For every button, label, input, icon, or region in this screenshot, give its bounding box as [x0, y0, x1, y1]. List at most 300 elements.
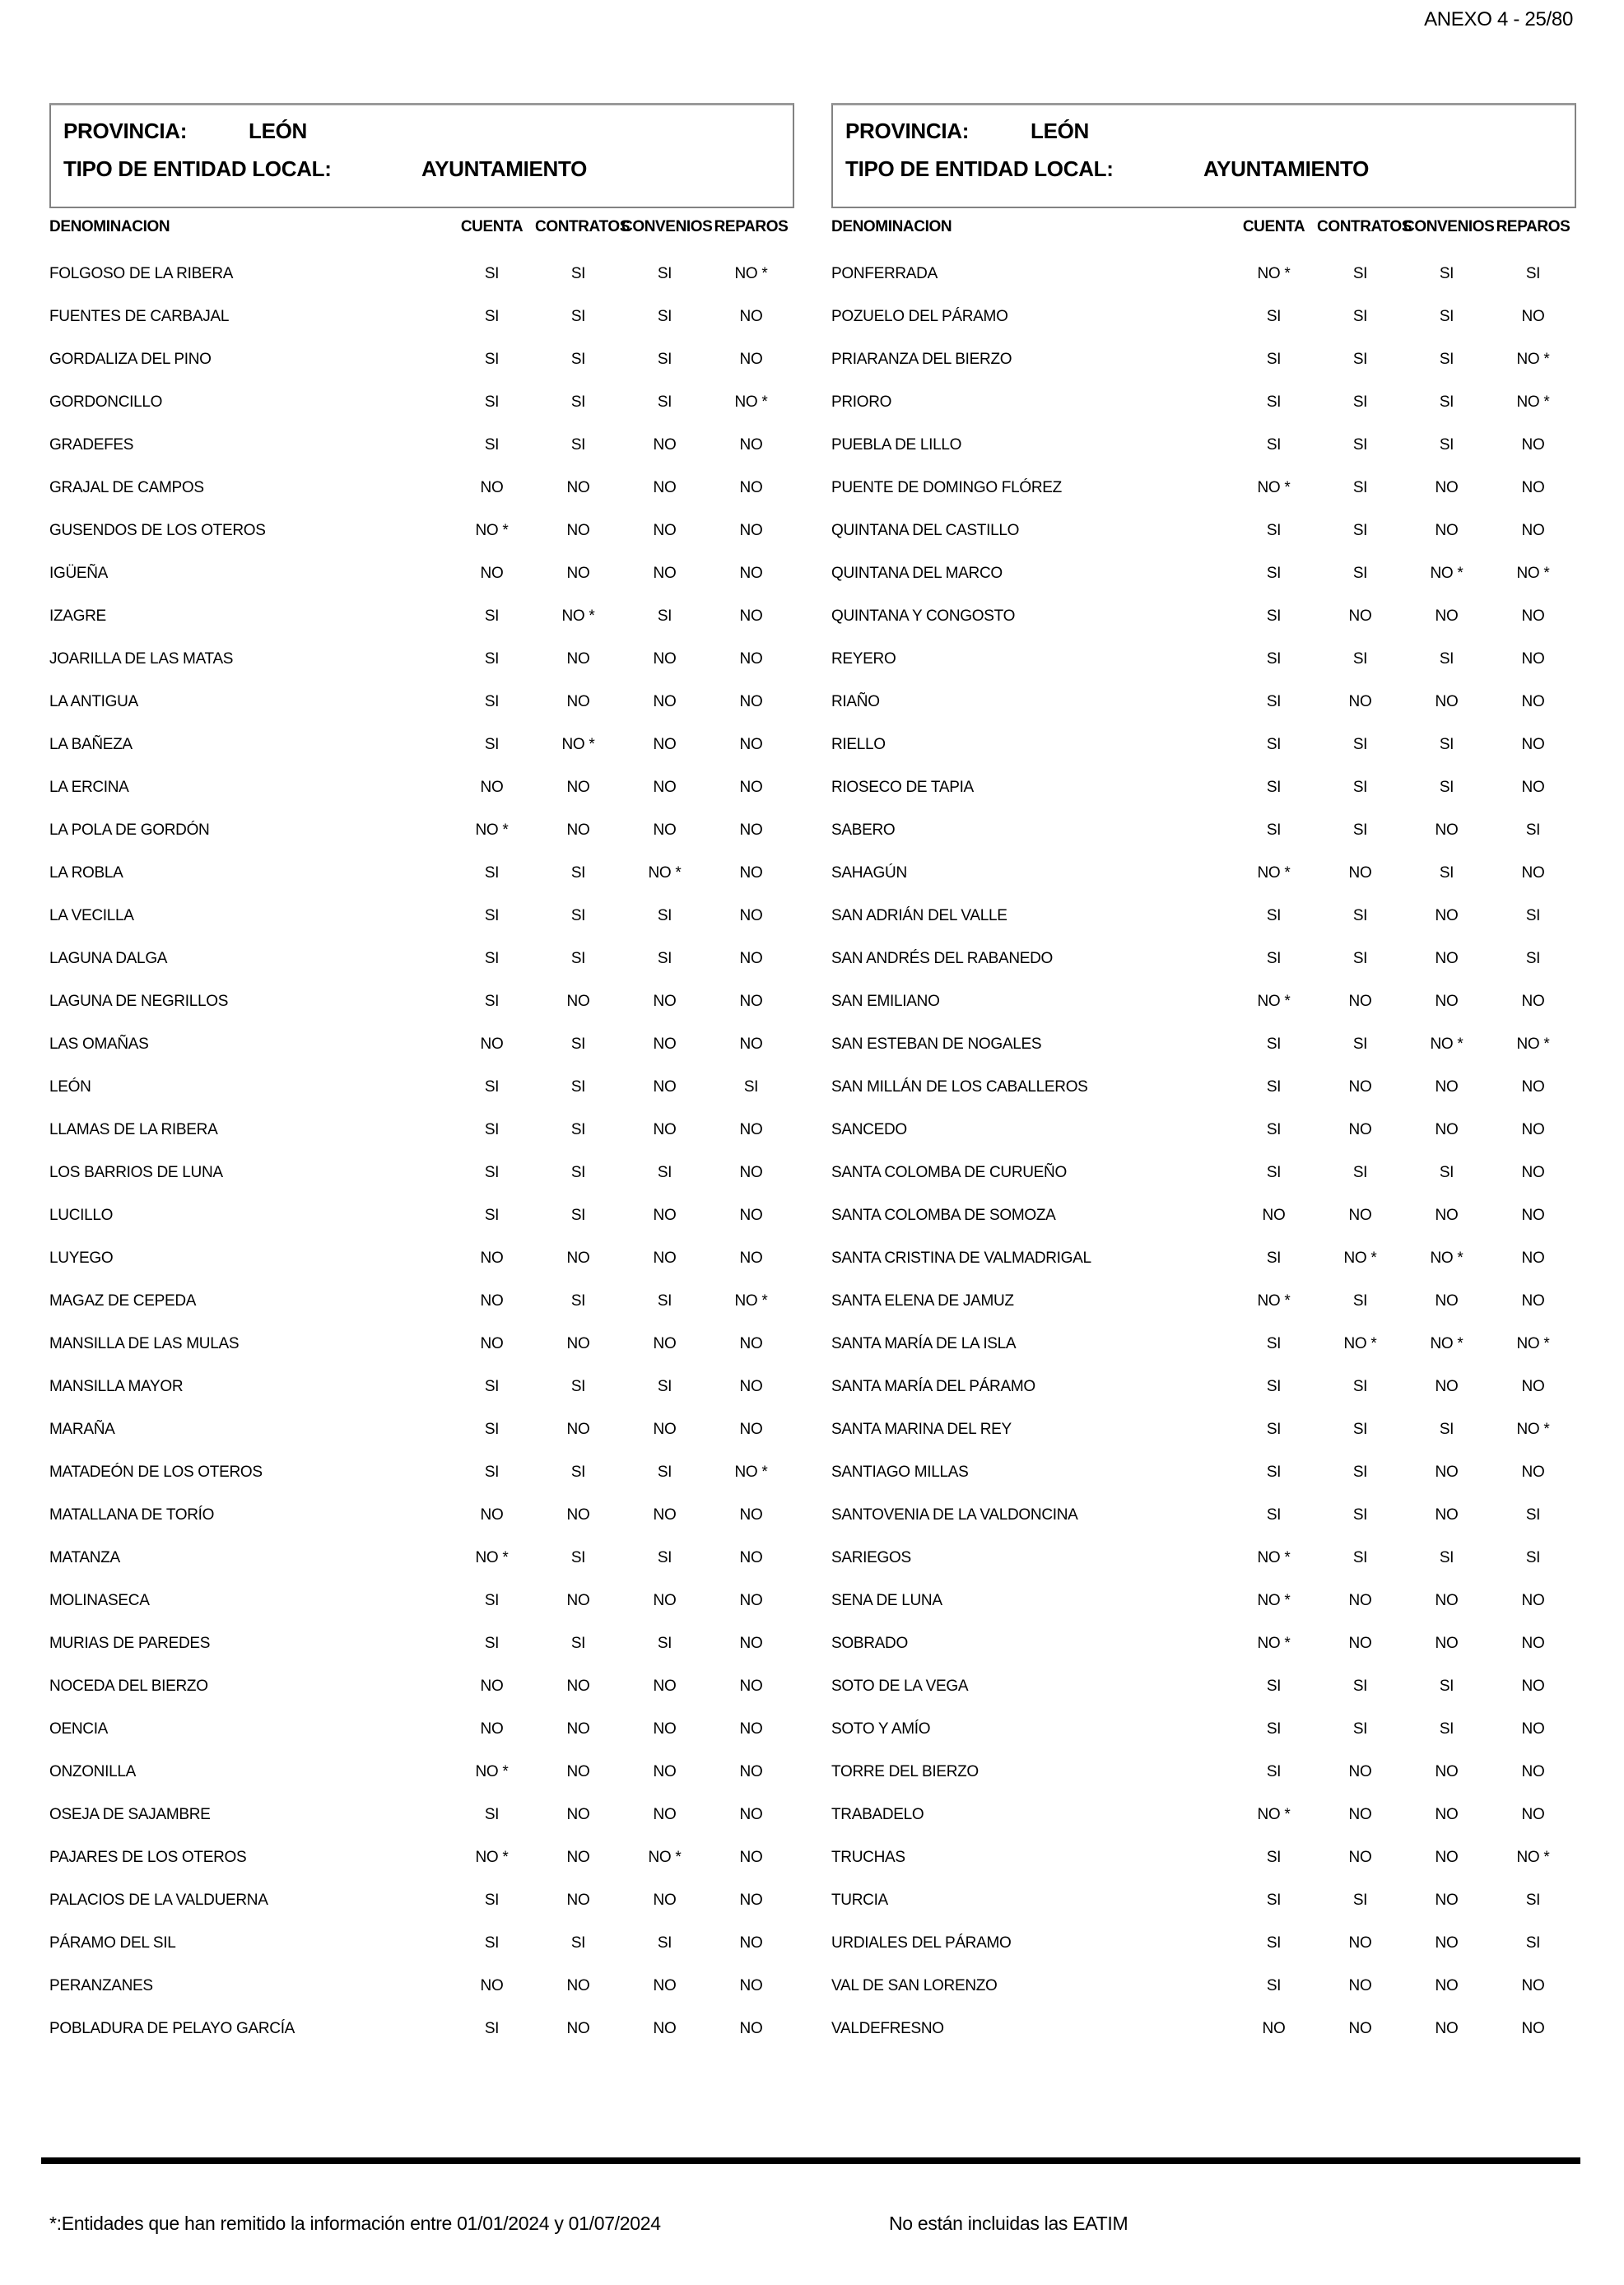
value-cell: NO	[653, 1977, 677, 1994]
value-cell: SI	[1352, 1378, 1368, 1395]
value-cell: SI	[1266, 1849, 1282, 1866]
provincia-label: PROVINCIA:	[63, 119, 188, 143]
col-denominacion: DENOMINACION	[831, 218, 952, 235]
value-cell: SI	[1266, 1164, 1282, 1181]
value-cell: SI	[570, 1464, 586, 1481]
value-cell: SI	[1266, 393, 1282, 411]
tipo-entidad-line	[63, 156, 793, 194]
municipality-name: MARAÑA	[49, 1421, 115, 1438]
table-row	[831, 296, 1576, 338]
value-cell: SI	[1439, 351, 1454, 368]
value-cell: NO	[566, 650, 590, 668]
value-cell: SI	[1525, 265, 1541, 282]
value-cell: SI	[1266, 693, 1282, 710]
value-cell: NO	[566, 821, 590, 839]
value-cell: NO *	[1257, 479, 1291, 496]
municipality-name: PONFERRADA	[831, 265, 938, 282]
value-cell: SI	[1266, 1250, 1282, 1267]
columns-header-left	[49, 218, 794, 236]
table-row	[831, 895, 1576, 938]
value-cell: NO	[1348, 1977, 1372, 1994]
value-cell: SI	[1266, 351, 1282, 368]
value-cell: NO	[566, 1250, 590, 1267]
table-row	[49, 296, 794, 338]
value-cell: NO	[653, 736, 677, 753]
value-cell: SI	[570, 864, 586, 882]
table-row	[831, 766, 1576, 809]
value-cell: NO	[1521, 1207, 1545, 1224]
municipality-name: PALACIOS DE LA VALDUERNA	[49, 1892, 268, 1909]
value-cell: NO	[739, 607, 763, 625]
municipality-name: TRUCHAS	[831, 1849, 905, 1866]
value-cell: NO	[653, 1720, 677, 1738]
table-row	[49, 809, 794, 852]
province-box-right	[831, 103, 1576, 208]
value-cell: NO	[1521, 1464, 1545, 1481]
value-cell: NO *	[475, 821, 509, 839]
value-cell: SI	[570, 950, 586, 967]
value-cell: SI	[570, 393, 586, 411]
municipality-name: RIELLO	[831, 736, 886, 753]
panel-right	[831, 103, 1576, 2050]
table-row	[49, 510, 794, 552]
value-cell: NO	[1435, 522, 1459, 539]
value-cell: NO	[739, 1335, 763, 1352]
municipality-name: LA ROBLA	[49, 864, 123, 882]
value-cell: SI	[484, 1421, 500, 1438]
value-cell: SI	[484, 351, 500, 368]
value-cell: NO	[1435, 1207, 1459, 1224]
value-cell: SI	[484, 1892, 500, 1909]
table-row	[49, 338, 794, 381]
value-cell: SI	[484, 393, 500, 411]
municipality-name: OSEJA DE SAJAMBRE	[49, 1806, 211, 1823]
municipality-name: SOTO DE LA VEGA	[831, 1678, 969, 1695]
value-cell: NO	[1348, 1207, 1372, 1224]
value-cell: NO	[1348, 1849, 1372, 1866]
value-cell: SI	[1352, 393, 1368, 411]
table-row	[49, 1708, 794, 1751]
municipality-name: IZAGRE	[49, 607, 106, 625]
value-cell: NO	[1348, 1806, 1372, 1823]
municipality-name: LUCILLO	[49, 1207, 114, 1224]
value-cell: NO	[1521, 522, 1545, 539]
municipality-name: TRABADELO	[831, 1806, 924, 1823]
tipo-entidad-line	[845, 156, 1575, 194]
table-row	[49, 638, 794, 681]
col-cuenta: CUENTA	[460, 218, 523, 235]
value-cell: NO *	[1343, 1250, 1377, 1267]
value-cell: NO	[739, 1977, 763, 1994]
municipality-name: TORRE DEL BIERZO	[831, 1763, 979, 1780]
value-cell: SI	[1525, 950, 1541, 967]
value-cell: NO	[1521, 1378, 1545, 1395]
value-cell: NO	[739, 993, 763, 1010]
value-cell: SI	[1352, 736, 1368, 753]
value-cell: SI	[1352, 308, 1368, 325]
value-cell: NO	[739, 821, 763, 839]
value-cell: SI	[1266, 565, 1282, 582]
table-row	[831, 724, 1576, 766]
value-cell: NO	[1521, 308, 1545, 325]
municipality-name: POBLADURA DE PELAYO GARCÍA	[49, 2020, 295, 2037]
value-cell: NO	[739, 1421, 763, 1438]
value-cell: SI	[657, 1292, 672, 1310]
value-cell: NO *	[734, 393, 768, 411]
col-reparos: REPAROS	[1496, 218, 1570, 235]
value-cell: SI	[1352, 1720, 1368, 1738]
value-cell: NO	[1521, 479, 1545, 496]
value-cell: NO	[566, 1763, 590, 1780]
value-cell: NO	[653, 479, 677, 496]
value-cell: NO	[653, 522, 677, 539]
value-cell: SI	[484, 1592, 500, 1609]
value-cell: NO	[1435, 993, 1459, 1010]
table-row	[49, 1494, 794, 1537]
value-cell: NO *	[1257, 265, 1291, 282]
municipality-name: RIOSECO DE TAPIA	[831, 779, 974, 796]
value-cell: SI	[1266, 1035, 1282, 1053]
table-row	[49, 724, 794, 766]
value-cell: NO	[739, 1934, 763, 1952]
value-cell: NO	[480, 1250, 504, 1267]
value-cell: SI	[484, 2020, 500, 2037]
municipality-name: ONZONILLA	[49, 1763, 136, 1780]
value-cell: SI	[570, 1121, 586, 1138]
value-cell: NO	[1521, 1592, 1545, 1609]
value-cell: SI	[570, 1207, 586, 1224]
value-cell: NO	[1435, 607, 1459, 625]
municipality-name: OENCIA	[49, 1720, 109, 1738]
municipality-name: VALDEFRESNO	[831, 2020, 944, 2037]
panel-left	[49, 103, 794, 2050]
value-cell: NO	[739, 2020, 763, 2037]
municipality-name: LA ERCINA	[49, 779, 129, 796]
table-row	[831, 1323, 1576, 1366]
municipality-name: TURCIA	[831, 1892, 888, 1909]
value-cell: SI	[484, 436, 500, 454]
value-cell: NO	[1435, 693, 1459, 710]
table-row	[831, 1537, 1576, 1580]
municipality-name: NOCEDA DEL BIERZO	[49, 1678, 208, 1695]
value-cell: SI	[743, 1078, 759, 1096]
value-cell: NO	[739, 1849, 763, 1866]
value-cell: SI	[1439, 308, 1454, 325]
value-cell: NO	[739, 522, 763, 539]
municipality-name: MATANZA	[49, 1549, 120, 1566]
value-cell: SI	[1266, 1678, 1282, 1695]
table-row	[831, 1580, 1576, 1622]
municipality-name: LEÓN	[49, 1078, 91, 1096]
col-convenios: CONVENIOS	[1403, 218, 1495, 235]
value-cell: NO	[566, 565, 590, 582]
value-cell: NO	[1435, 1378, 1459, 1395]
value-cell: SI	[1525, 1892, 1541, 1909]
value-cell: NO	[653, 1506, 677, 1524]
value-cell: NO *	[1257, 864, 1291, 882]
table-row	[831, 938, 1576, 980]
value-cell: SI	[1352, 950, 1368, 967]
value-cell: SI	[1352, 1035, 1368, 1053]
value-cell: SI	[484, 1121, 500, 1138]
provincia-label: PROVINCIA:	[845, 119, 970, 143]
table-row	[831, 1965, 1576, 2008]
value-cell: SI	[1352, 565, 1368, 582]
value-cell: SI	[484, 1378, 500, 1395]
table-row	[831, 1237, 1576, 1280]
value-cell: NO	[1435, 479, 1459, 496]
municipality-name: PERANZANES	[49, 1977, 153, 1994]
municipality-name: FUENTES DE CARBAJAL	[49, 308, 230, 325]
value-cell: NO	[1348, 1592, 1372, 1609]
municipality-name: LUYEGO	[49, 1250, 114, 1267]
municipality-name: GORDALIZA DEL PINO	[49, 351, 212, 368]
rows-right	[831, 253, 1576, 2050]
value-cell: SI	[484, 864, 500, 882]
value-cell: NO *	[648, 864, 682, 882]
value-cell: NO	[739, 1720, 763, 1738]
value-cell: NO	[1521, 1078, 1545, 1096]
value-cell: NO	[1435, 821, 1459, 839]
municipality-name: LA VECILLA	[49, 907, 134, 924]
table-row	[49, 1408, 794, 1451]
value-cell: SI	[570, 308, 586, 325]
value-cell: SI	[1266, 436, 1282, 454]
value-cell: NO	[1262, 1207, 1286, 1224]
value-cell: NO *	[1430, 1335, 1463, 1352]
value-cell: SI	[1352, 1292, 1368, 1310]
value-cell: SI	[1439, 1720, 1454, 1738]
table-row	[831, 1708, 1576, 1751]
rows-left	[49, 253, 794, 2050]
value-cell: NO *	[1430, 1250, 1463, 1267]
municipality-name: MANSILLA MAYOR	[49, 1378, 184, 1395]
municipality-name: LAS OMAÑAS	[49, 1035, 149, 1053]
value-cell: NO	[1348, 1121, 1372, 1138]
municipality-name: MATALLANA DE TORÍO	[49, 1506, 215, 1524]
value-cell: NO	[1435, 1763, 1459, 1780]
value-cell: SI	[1266, 1763, 1282, 1780]
municipality-name: MURIAS DE PAREDES	[49, 1635, 211, 1652]
value-cell: NO	[653, 436, 677, 454]
value-cell: NO	[480, 1035, 504, 1053]
value-cell: NO	[739, 736, 763, 753]
value-cell: NO *	[475, 1549, 509, 1566]
provincia-value: LEÓN	[249, 119, 308, 143]
municipality-name: MOLINASECA	[49, 1592, 150, 1609]
table-row	[49, 1023, 794, 1066]
tipo-entidad-value: AYUNTAMIENTO	[1203, 156, 1370, 181]
value-cell: NO	[739, 650, 763, 668]
table-row	[831, 2008, 1576, 2050]
value-cell: NO	[1435, 1977, 1459, 1994]
value-cell: NO	[1521, 2020, 1545, 2037]
value-cell: NO	[1521, 693, 1545, 710]
value-cell: NO	[1521, 1635, 1545, 1652]
table-row	[831, 1152, 1576, 1194]
value-cell: SI	[1266, 1977, 1282, 1994]
table-row	[49, 1965, 794, 2008]
value-cell: NO *	[1516, 1849, 1550, 1866]
value-cell: NO	[480, 779, 504, 796]
value-cell: NO	[653, 1035, 677, 1053]
value-cell: NO	[1348, 1635, 1372, 1652]
value-cell: SI	[570, 1378, 586, 1395]
municipality-name: LAGUNA DALGA	[49, 950, 168, 967]
municipality-name: SANTA MARINA DEL REY	[831, 1421, 1012, 1438]
value-cell: NO	[653, 1121, 677, 1138]
municipality-name: SANTA COLOMBA DE CURUEÑO	[831, 1164, 1067, 1181]
value-cell: NO	[480, 1720, 504, 1738]
table-row	[831, 681, 1576, 724]
value-cell: SI	[1525, 1549, 1541, 1566]
value-cell: NO	[653, 1763, 677, 1780]
value-cell: NO *	[1257, 1635, 1291, 1652]
value-cell: NO	[739, 565, 763, 582]
value-cell: SI	[484, 950, 500, 967]
municipality-name: PAJARES DE LOS OTEROS	[49, 1849, 247, 1866]
value-cell: NO	[739, 864, 763, 882]
value-cell: SI	[1266, 1421, 1282, 1438]
value-cell: NO	[480, 1292, 504, 1310]
table-row	[49, 2008, 794, 2050]
value-cell: NO	[739, 479, 763, 496]
value-cell: SI	[1266, 1892, 1282, 1909]
tipo-entidad-label: TIPO DE ENTIDAD LOCAL:	[63, 156, 332, 181]
footnote-eatim: No están incluidas las EATIM	[889, 2213, 1128, 2234]
value-cell: NO	[739, 1549, 763, 1566]
value-cell: NO	[653, 1078, 677, 1096]
value-cell: SI	[1352, 436, 1368, 454]
value-cell: NO *	[734, 1464, 768, 1481]
value-cell: NO *	[734, 1292, 768, 1310]
value-cell: NO	[566, 1892, 590, 1909]
value-cell: SI	[1266, 1121, 1282, 1138]
tipo-entidad-label: TIPO DE ENTIDAD LOCAL:	[845, 156, 1114, 181]
value-cell: NO	[1435, 1806, 1459, 1823]
provincia-value: LEÓN	[1031, 119, 1090, 143]
table-row	[831, 253, 1576, 296]
value-cell: SI	[1525, 1934, 1541, 1952]
value-cell: SI	[1266, 1378, 1282, 1395]
value-cell: NO *	[1257, 1592, 1291, 1609]
value-cell: NO	[739, 1506, 763, 1524]
value-cell: SI	[1439, 650, 1454, 668]
value-cell: NO	[1521, 1292, 1545, 1310]
table-row	[831, 510, 1576, 552]
value-cell: NO *	[1343, 1335, 1377, 1352]
value-cell: NO	[566, 1506, 590, 1524]
value-cell: NO	[480, 479, 504, 496]
value-cell: NO	[480, 565, 504, 582]
value-cell: SI	[657, 1934, 672, 1952]
table-row	[831, 1066, 1576, 1109]
municipality-name: GRAJAL DE CAMPOS	[49, 479, 204, 496]
table-row	[831, 1794, 1576, 1836]
table-row	[49, 1836, 794, 1879]
table-row	[49, 766, 794, 809]
value-cell: NO	[1348, 693, 1372, 710]
municipality-name: SAN ANDRÉS DEL RABANEDO	[831, 950, 1054, 967]
value-cell: NO	[1521, 1977, 1545, 1994]
value-cell: NO	[566, 1849, 590, 1866]
value-cell: SI	[1352, 1678, 1368, 1695]
value-cell: NO	[653, 993, 677, 1010]
table-row	[831, 980, 1576, 1023]
value-cell: NO	[739, 436, 763, 454]
municipality-name: PRIARANZA DEL BIERZO	[831, 351, 1012, 368]
value-cell: NO *	[1516, 393, 1550, 411]
table-row	[49, 895, 794, 938]
value-cell: NO	[566, 1421, 590, 1438]
table-row	[49, 1751, 794, 1794]
value-cell: SI	[1266, 1934, 1282, 1952]
value-cell: NO	[566, 779, 590, 796]
table-row	[831, 1023, 1576, 1066]
value-cell: NO	[566, 1335, 590, 1352]
value-cell: NO	[1348, 993, 1372, 1010]
value-cell: NO *	[1516, 1335, 1550, 1352]
value-cell: NO	[1521, 650, 1545, 668]
table-row	[831, 852, 1576, 895]
value-cell: NO	[1435, 950, 1459, 967]
municipality-name: URDIALES DEL PÁRAMO	[831, 1934, 1012, 1952]
value-cell: NO	[1435, 1635, 1459, 1652]
value-cell: NO *	[648, 1849, 682, 1866]
table-row	[831, 1280, 1576, 1323]
value-cell: NO	[480, 1977, 504, 1994]
annex-label: ANEXO 4 - 25/80	[1424, 8, 1573, 30]
value-cell: NO	[566, 479, 590, 496]
value-cell: NO	[1521, 993, 1545, 1010]
value-cell: SI	[1352, 479, 1368, 496]
value-cell: NO *	[475, 522, 509, 539]
table-row	[49, 1451, 794, 1494]
value-cell: SI	[1439, 736, 1454, 753]
col-contratos: CONTRATOS	[1317, 218, 1412, 235]
value-cell: NO *	[1516, 351, 1550, 368]
value-cell: NO	[739, 1164, 763, 1181]
value-cell: NO	[653, 1892, 677, 1909]
value-cell: SI	[657, 607, 672, 625]
municipality-name: QUINTANA DEL MARCO	[831, 565, 1003, 582]
municipality-name: SOBRADO	[831, 1635, 908, 1652]
value-cell: NO	[739, 1592, 763, 1609]
value-cell: NO	[480, 1678, 504, 1695]
value-cell: NO	[739, 1892, 763, 1909]
value-cell: NO	[739, 1635, 763, 1652]
value-cell: SI	[1266, 1335, 1282, 1352]
value-cell: SI	[570, 1934, 586, 1952]
value-cell: NO	[566, 1977, 590, 1994]
municipality-name: LA ANTIGUA	[49, 693, 138, 710]
table-row	[831, 1922, 1576, 1965]
municipality-name: SAN MILLÁN DE LOS CABALLEROS	[831, 1078, 1088, 1096]
table-row	[831, 381, 1576, 424]
table-row	[831, 1622, 1576, 1665]
value-cell: SI	[570, 1078, 586, 1096]
municipality-name: JOARILLA DE LAS MATAS	[49, 650, 234, 668]
table-row	[49, 1922, 794, 1965]
value-cell: NO	[480, 1335, 504, 1352]
table-row	[49, 467, 794, 510]
municipality-name: SANTA ELENA DE JAMUZ	[831, 1292, 1014, 1310]
value-cell: SI	[1266, 736, 1282, 753]
table-row	[831, 638, 1576, 681]
table-row	[831, 552, 1576, 595]
municipality-name: SANTA MARÍA DEL PÁRAMO	[831, 1378, 1035, 1395]
value-cell: SI	[657, 1378, 672, 1395]
